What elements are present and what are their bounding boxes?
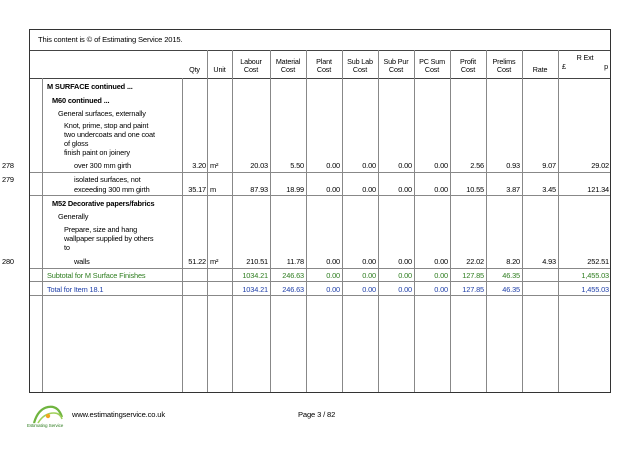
total-subpur: 0.00	[398, 285, 412, 294]
row-labour: 20.03	[250, 161, 268, 170]
row-rate: 3.45	[542, 185, 556, 194]
row-plant: 0.00	[326, 161, 340, 170]
col-header-material: Material Cost	[275, 56, 301, 75]
logo-text: Estimating Service	[27, 423, 64, 428]
row-profit: 2.56	[470, 161, 484, 170]
row-desc: isolated surfaces, not	[74, 175, 141, 184]
row-rext: 121.34	[587, 185, 609, 194]
row-material: 18.99	[286, 185, 304, 194]
col-header-profit: Profit Cost	[460, 56, 476, 75]
row-plant: 0.00	[326, 257, 340, 266]
subtotal-sublab: 0.00	[362, 271, 376, 280]
row-desc: over 300 mm girth	[74, 161, 132, 170]
row-rate: 4.93	[542, 257, 556, 266]
document-frame	[2, 29, 611, 393]
col-line-labour	[270, 50, 271, 392]
item-desc-line: Knot, prime, stop and paint	[64, 121, 149, 130]
row-divider	[30, 268, 610, 269]
row-rate: 9.07	[542, 161, 556, 170]
subsection-m60-desc: General surfaces, externally	[58, 109, 146, 118]
subsection-m52-title: M52 Decorative papers/fabrics	[52, 199, 155, 208]
column-header-divider	[30, 78, 610, 79]
row-pcsum: 0.00	[434, 257, 448, 266]
row-divider	[30, 172, 610, 173]
row-unit: m²	[210, 161, 219, 170]
col-header-unit: Unit	[213, 65, 226, 75]
col-line-material	[306, 50, 307, 392]
col-header-labour: Labour Cost	[240, 56, 262, 75]
row-subpur: 0.00	[398, 185, 412, 194]
footer-url-link[interactable]: www.estimatingservice.co.uk	[72, 410, 166, 419]
section-title: M SURFACE continued ...	[47, 82, 133, 91]
row-material: 11.78	[286, 257, 304, 266]
item-desc-line: Prepare, size and hang	[64, 225, 138, 234]
item-desc-line: two undercoats and one coat	[64, 130, 155, 139]
row-prelims: 0.93	[506, 161, 520, 170]
subtotal-pcsum: 0.00	[434, 271, 448, 280]
subsection-m60-title: M60 continued ...	[52, 96, 110, 105]
row-sublab: 0.00	[362, 161, 376, 170]
row-labour: 210.51	[246, 257, 268, 266]
total-profit: 127.85	[462, 285, 484, 294]
total-labour: 1034.21	[242, 285, 268, 294]
col-header-sublab: Sub Lab Cost	[347, 56, 373, 75]
subsection-m52-desc: Generally	[58, 212, 89, 221]
col-line-unit	[232, 50, 233, 392]
row-rext: 252.51	[587, 257, 609, 266]
subtotal-prelims: 46.35	[502, 271, 520, 280]
col-line-rate	[558, 50, 559, 392]
col-header-subpur: Sub Pur Cost	[383, 56, 409, 75]
col-header-prelims: Prelims Cost	[492, 56, 516, 75]
subtotal-subpur: 0.00	[398, 271, 412, 280]
row-profit: 10.55	[466, 185, 484, 194]
col-line-profit	[486, 50, 487, 392]
estimating-service-logo	[28, 403, 68, 425]
item-desc-line: finish paint on joinery	[64, 148, 130, 157]
total-prelims: 46.35	[502, 285, 520, 294]
row-desc: exceeding 300 mm girth	[74, 185, 150, 194]
row-divider	[30, 281, 610, 282]
row-sublab: 0.00	[362, 185, 376, 194]
item-desc-line: to	[64, 243, 70, 252]
row-profit: 22.02	[466, 257, 484, 266]
subtotal-material: 246.63	[282, 271, 304, 280]
total-label: Total for Item 18.1	[47, 285, 104, 294]
row-rext: 29.02	[591, 161, 609, 170]
row-plant: 0.00	[326, 185, 340, 194]
row-prelims: 3.87	[506, 185, 520, 194]
row-desc: walls	[74, 257, 90, 266]
col-line-pcsum	[450, 50, 451, 392]
row-unit: m	[210, 185, 217, 194]
total-sublab: 0.00	[362, 285, 376, 294]
col-header-rate: Rate	[532, 65, 548, 75]
col-line-qty	[207, 50, 208, 392]
row-prelims: 8.20	[506, 257, 520, 266]
row-material: 5.50	[290, 161, 304, 170]
col-line-sublab	[378, 50, 379, 392]
row-ref: 279	[2, 175, 14, 184]
copyright-notice: This content is © of Estimating Service 2015.	[38, 35, 183, 44]
page-number: Page 3 / 82	[298, 410, 336, 419]
subtotal-profit: 127.85	[462, 271, 484, 280]
col-header-rext: R Ext £ p	[562, 53, 608, 71]
row-divider	[30, 295, 610, 296]
col-line-plant	[342, 50, 343, 392]
row-qty: 3.20	[192, 161, 206, 170]
col-header-qty: Qty	[189, 65, 200, 75]
total-plant: 0.00	[326, 285, 340, 294]
col-line-ref	[42, 78, 43, 392]
row-pcsum: 0.00	[434, 185, 448, 194]
row-pcsum: 0.00	[434, 161, 448, 170]
col-line-subpur	[414, 50, 415, 392]
col-line-prelims	[522, 50, 523, 392]
row-labour: 87.93	[250, 185, 268, 194]
total-material: 246.63	[282, 285, 304, 294]
col-line-desc	[182, 78, 183, 392]
row-qty: 51.22	[188, 257, 206, 266]
row-qty: 35.17	[188, 185, 206, 194]
row-ref: 278	[2, 161, 14, 170]
subtotal-plant: 0.00	[326, 271, 340, 280]
row-unit: m²	[210, 257, 219, 266]
row-subpur: 0.00	[398, 161, 412, 170]
col-header-plant: Plant Cost	[316, 56, 332, 75]
row-ref: 280	[2, 257, 14, 266]
row-subpur: 0.00	[398, 257, 412, 266]
subtotal-labour: 1034.21	[242, 271, 268, 280]
item-desc-line: wallpaper supplied by others	[64, 234, 154, 243]
item-desc-line: of gloss	[64, 139, 89, 148]
total-pcsum: 0.00	[434, 285, 448, 294]
col-header-pcsum: PC Sum Cost	[419, 56, 445, 75]
row-divider	[30, 195, 610, 196]
row-sublab: 0.00	[362, 257, 376, 266]
subtotal-rext: 1,455.03	[581, 271, 609, 280]
total-rext: 1,455.03	[581, 285, 609, 294]
subtotal-label: Subtotal for M Surface Finishes	[47, 271, 146, 280]
